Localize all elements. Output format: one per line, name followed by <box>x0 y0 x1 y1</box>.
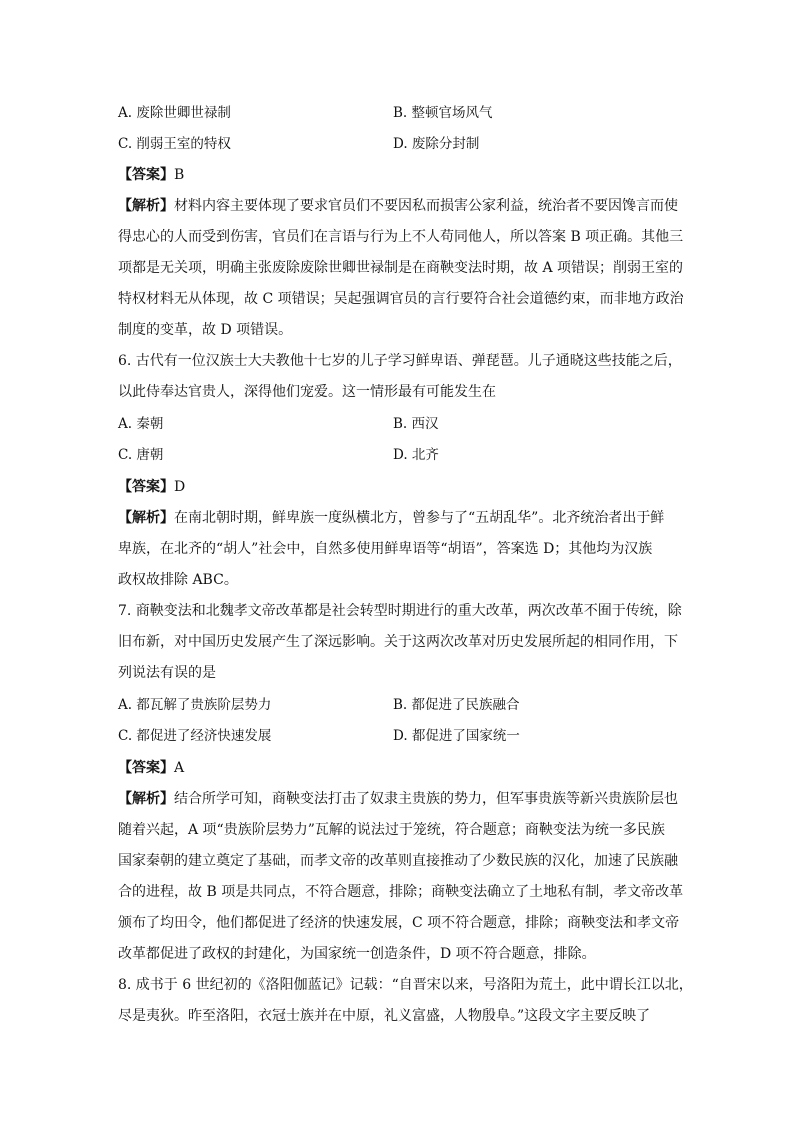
q5-analysis-line: 项都是无关项，明确主张废除废除世卿世禄制是在商鞅变法时期，故 A 项错误；削弱王室的 <box>118 260 684 276</box>
answer-tag: 【答案】 <box>118 760 174 776</box>
q5-option-b: B. 整顿官场风气 <box>393 105 493 121</box>
q6-answer <box>118 479 678 495</box>
q5-analysis-line: 得忠心的人而受到伤害，官员们在言语与行为上不人苟同他人，所以答案 B 项正确。其他三 <box>118 229 684 245</box>
q5-answer <box>118 167 678 183</box>
answer-tag: 【答案】 <box>118 479 174 495</box>
q7-analysis-line: 合的进程，故 B 项是共同点，不符合题意，排除；商鞅变法确立了土地私有制，孝文帝改革 <box>118 884 684 900</box>
analysis-tag: 【解析】 <box>118 198 174 214</box>
q7-answer <box>118 760 678 776</box>
q5-option-c: C. 削弱王室的特权 <box>118 136 231 152</box>
analysis-tag: 【解析】 <box>118 791 174 807</box>
q7-option-c: C. 都促进了经济快速发展 <box>118 728 272 744</box>
q7-option-d: D. 都促进了国家统一 <box>393 728 520 744</box>
q6-option-c: C. 唐朝 <box>118 447 164 463</box>
q7-analysis-line: 国家秦朝的建立奠定了基础，而孝文帝的改革则直接推动了少数民族的汉化，加速了民族融 <box>118 853 678 869</box>
q6-option-a: A. 秦朝 <box>118 416 164 432</box>
analysis-tag: 【解析】 <box>118 510 174 526</box>
q7-analysis-line: 随着兴起，A 项“贵族阶层势力”瓦解的说法过于笼统，符合题意；商鞅变法为统一多民族 <box>118 822 665 838</box>
answer-value: A <box>174 760 185 776</box>
q5-option-d: D. 废除分封制 <box>393 136 480 152</box>
q5-option-a: A. 废除世卿世禄制 <box>118 105 231 121</box>
answer-value: D <box>174 479 186 495</box>
q7-analysis-line: 【解析】结合所学可知，商鞅变法打击了奴隶主贵族的势力，但军事贵族等新兴贵族阶层也 <box>118 791 678 807</box>
answer-value: B <box>174 167 185 183</box>
q7-analysis-line: 颁布了均田令，他们都促进了经济的快速发展，C 项不符合题意，排除；商鞅变法和孝文帝 <box>118 915 680 931</box>
q7-option-b: B. 都促进了民族融合 <box>393 697 520 713</box>
q5-analysis-line: 【解析】材料内容主要体现了要求官员们不要因私而损害公家利益，统治者不要因馋言而使 <box>118 198 678 214</box>
q7-stem-line: 7. 商鞅变法和北魏孝文帝改革都是社会转型时期进行的重大改革，两次改革不囿于传统，除 <box>118 603 682 619</box>
q7-analysis-line: 改革都促进了政权的封建化，为国家统一创造条件，D 项不符合题意，排除。 <box>118 946 596 962</box>
q7-stem-line: 列说法有误的是 <box>118 665 216 681</box>
q6-analysis-line: 政权故排除 ABC。 <box>118 572 238 588</box>
q7-stem-line: 旧布新，对中国历史发展产生了深远影响。关于这两次改革对历史发展所起的相同作用，下 <box>118 634 678 650</box>
q5-analysis-line: 制度的变革，故 D 项错误。 <box>118 322 293 338</box>
q6-analysis-line: 卑族，在北齐的“胡人”社会中，自然多使用鲜卑语等“胡语”，答案选 D；其他均为汉族 <box>118 541 653 557</box>
q5-analysis-line: 特权材料无从体现，故 C 项错误；吴起强调官员的言行要符合社会道德约束，而非地方政治 <box>118 291 684 307</box>
q6-option-b: B. 西汉 <box>393 416 439 432</box>
q6-stem-line: 6. 古代有一位汉族士大夫教他十七岁的儿子学习鲜卑语、弹琵琶。儿子通晓这些技能之后， <box>118 353 682 369</box>
q8-stem-line: 尽是夷狄。昨至洛阳，衣冠士族并在中原，礼义富盛，人物殷阜。”这段文字主要反映了 <box>118 1008 651 1024</box>
q6-analysis-line: 【解析】在南北朝时期，鲜卑族一度纵横北方，曾参与了“五胡乱华”。北齐统治者出于鲜 <box>118 510 665 526</box>
q7-option-a: A. 都瓦解了贵族阶层势力 <box>118 697 272 713</box>
answer-tag: 【答案】 <box>118 167 174 183</box>
q8-stem-line: 8. 成书于 6 世纪初的《洛阳伽蓝记》记载：“自晋宋以来，号洛阳为荒土，此中谓长江以北， <box>118 977 693 993</box>
q6-option-d: D. 北齐 <box>393 447 439 463</box>
q6-stem-line: 以此侍奉达官贵人，深得他们宠爱。这一情形最有可能发生在 <box>118 384 496 400</box>
